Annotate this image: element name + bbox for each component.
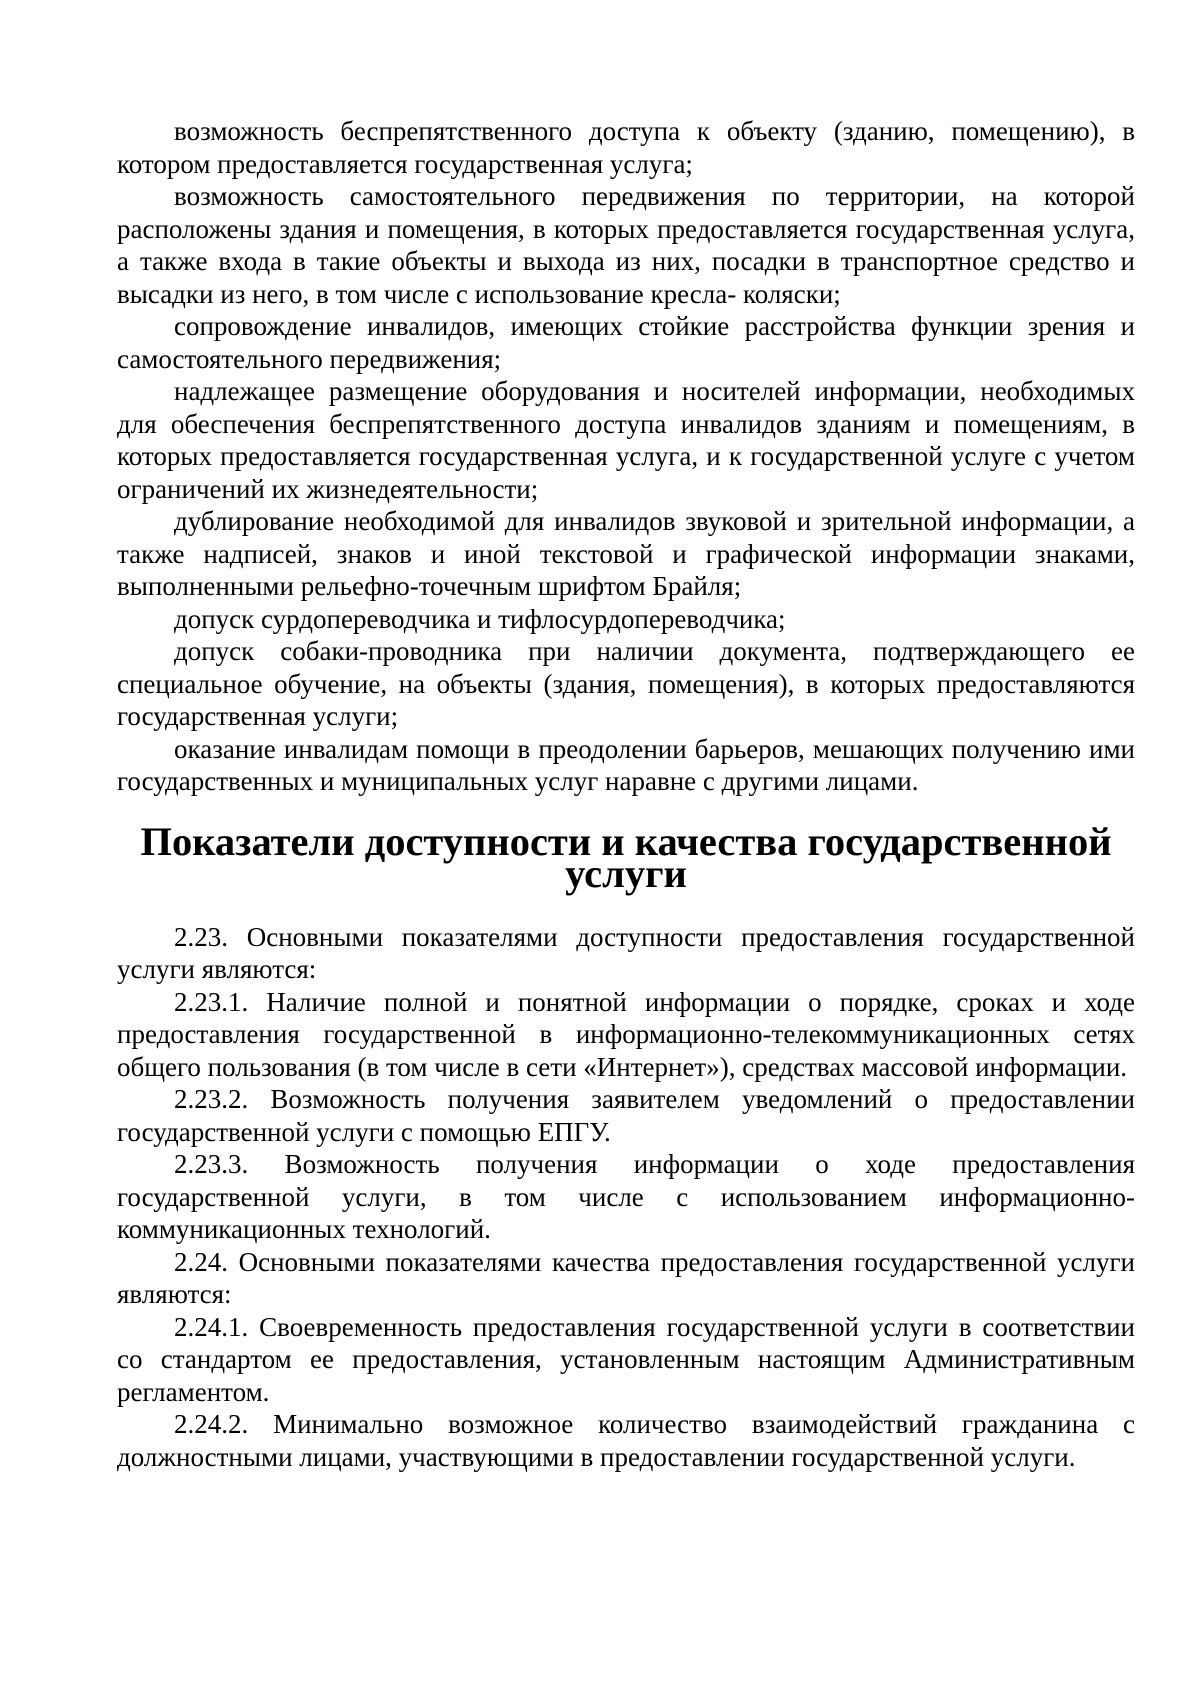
paragraph-guide-dog: допуск собаки-проводника при наличии документа, подтверждающего ее специальное обучение, на объекты (здания, помещения), в которых предоставляются государственная услуги; <box>117 636 1135 731</box>
paragraph-2-23: 2.23. Основными показателями доступности предоставления государственной услуги являются: <box>117 921 1135 984</box>
document-page <box>117 115 1135 1473</box>
paragraph-2-23-3: 2.23.3. Возможность получения информации о ходе предоставления государственной услуги, в том числе с использованием информационно-коммуникационных технологий. <box>117 1149 1135 1244</box>
paragraph-2-24: 2.24. Основными показателями качества предоставления государственной услуги являются: <box>117 1246 1135 1309</box>
paragraph-2-24-1: 2.24.1. Своевременность предоставления государственной услуги в соответствии со стандартом ее предоставления, установленным настоящим Административным регламентом. <box>117 1311 1135 1407</box>
paragraph-independent-movement: возможность самостоятельного передвижения по территории, на которой расположены здания и помещения, в которых предоставляется государственная услуга, а также входа в такие объекты и выхода из них, посадки в транспортное средство и высадки из него, в том числе с использование кресла- коляски; <box>117 181 1135 309</box>
paragraph-2-23-1: 2.23.1. Наличие полной и понятной информации о порядке, сроках и ходе предоставления государственной в информационно-телекоммуникационных сетях общего пользования (в том числе в сети «Интернет»), средствах массовой информации. <box>117 986 1135 1082</box>
paragraph-2-23-2: 2.23.2. Возможность получения заявителем уведомлений о предоставлении государственной услуги с помощью ЕПГУ. <box>117 1084 1135 1147</box>
paragraph-braille-duplication: дублирование необходимой для инвалидов звуковой и зрительной информации, а также надписей, знаков и иной текстовой и графической информации знаками, выполненными рельефно-точечным шрифтом Брайля; <box>117 506 1135 601</box>
paragraph-2-24-2: 2.24.2. Минимально возможное количество взаимодействий гражданина с должностными лицами, участвующими в предоставлении государственной услуги. <box>117 1409 1135 1472</box>
paragraph-escort-disabled: сопровождение инвалидов, имеющих стойкие расстройства функции зрения и самостоятельного передвижения; <box>117 311 1135 374</box>
paragraph-sign-interpreter: допуск сурдопереводчика и тифлосурдопереводчика; <box>174 603 786 634</box>
paragraph-equipment-placement: надлежащее размещение оборудования и носителей информации, необходимых для обеспечения беспрепятственного доступа инвалидов зданиям и помещениям, в которых предоставляется государственная услуга, и к государственной услуге с учетом ограничений их жизнедеятельности; <box>117 376 1135 504</box>
section-heading: Показатели доступности и качества государственной услуги <box>140 818 1112 896</box>
paragraph-accessible-object: возможность беспрепятственного доступа к объекту (зданию, помещению), в котором предоставляется государственная услуга; <box>117 116 1135 179</box>
paragraph-barrier-assistance: оказание инвалидам помощи в преодолении барьеров, мешающих получению ими государственных и муниципальных услуг наравне с другими лицами. <box>117 733 1135 796</box>
